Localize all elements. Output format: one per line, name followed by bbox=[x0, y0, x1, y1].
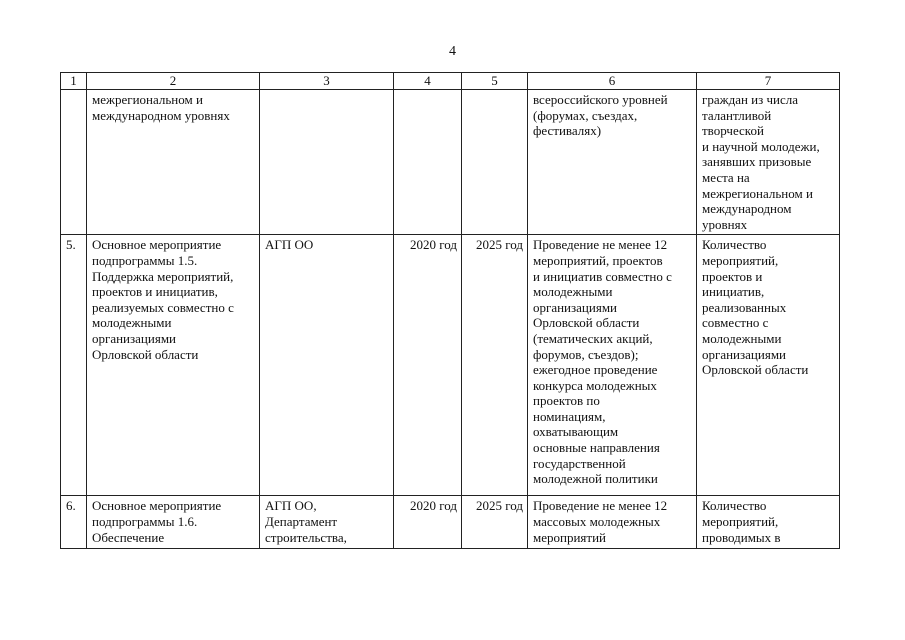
activity-cell: Основное мероприятие подпрограммы 1.6. Обеспечение bbox=[87, 496, 260, 549]
executor-cell bbox=[260, 90, 394, 235]
column-header-7: 7 bbox=[697, 73, 840, 90]
executor-cell: АГП ОО, Департамент строительства, bbox=[260, 496, 394, 549]
end-year-cell: 2025 год bbox=[462, 496, 528, 549]
expected-result-cell: Проведение не менее 12 массовых молодежных мероприятий bbox=[528, 496, 697, 549]
column-header-6: 6 bbox=[528, 73, 697, 90]
indicator-cell: Количество мероприятий, проектов и инициатив, реализованных совместно с молодежными организациями Орловской области bbox=[697, 235, 840, 496]
column-header-2: 2 bbox=[87, 73, 260, 90]
start-year-cell bbox=[394, 90, 462, 235]
expected-result-cell: Проведение не менее 12 мероприятий, проектов и инициатив совместно с молодежными организациями Орловской области (тематических акций, форумов, съездов); ежегодное проведение конкурса молодежных проектов по номинациям, охватывающим основные направления государственной молодежной политики bbox=[528, 235, 697, 496]
program-activities-table bbox=[60, 72, 840, 549]
row-number-cell: 6. bbox=[61, 496, 87, 549]
start-year-cell: 2020 год bbox=[394, 496, 462, 549]
activity-cell: Основное мероприятие подпрограммы 1.5. Поддержка мероприятий, проектов и инициатив, реализуемых совместно с молодежными организациями Орловской области bbox=[87, 235, 260, 496]
end-year-cell bbox=[462, 90, 528, 235]
column-header-3: 3 bbox=[260, 73, 394, 90]
row-number-cell: 5. bbox=[61, 235, 87, 496]
table-row bbox=[61, 235, 840, 496]
end-year-cell: 2025 год bbox=[462, 235, 528, 496]
indicator-cell: Количество мероприятий, проводимых в bbox=[697, 496, 840, 549]
table-row bbox=[61, 496, 840, 549]
column-header-4: 4 bbox=[394, 73, 462, 90]
page-number: 4 bbox=[449, 44, 456, 59]
activity-cell: межрегиональном и международном уровнях bbox=[87, 90, 260, 235]
start-year-cell: 2020 год bbox=[394, 235, 462, 496]
header-row bbox=[61, 73, 840, 90]
expected-result-cell: всероссийского уровней (форумах, съездах, фестивалях) bbox=[528, 90, 697, 235]
row-number-cell bbox=[61, 90, 87, 235]
indicator-cell: граждан из числа талантливой творческой и научной молодежи, занявших призовые места на межрегиональном и международном уровнях bbox=[697, 90, 840, 235]
column-header-1: 1 bbox=[61, 73, 87, 90]
executor-cell: АГП ОО bbox=[260, 235, 394, 496]
column-header-5: 5 bbox=[462, 73, 528, 90]
table-row bbox=[61, 90, 840, 235]
